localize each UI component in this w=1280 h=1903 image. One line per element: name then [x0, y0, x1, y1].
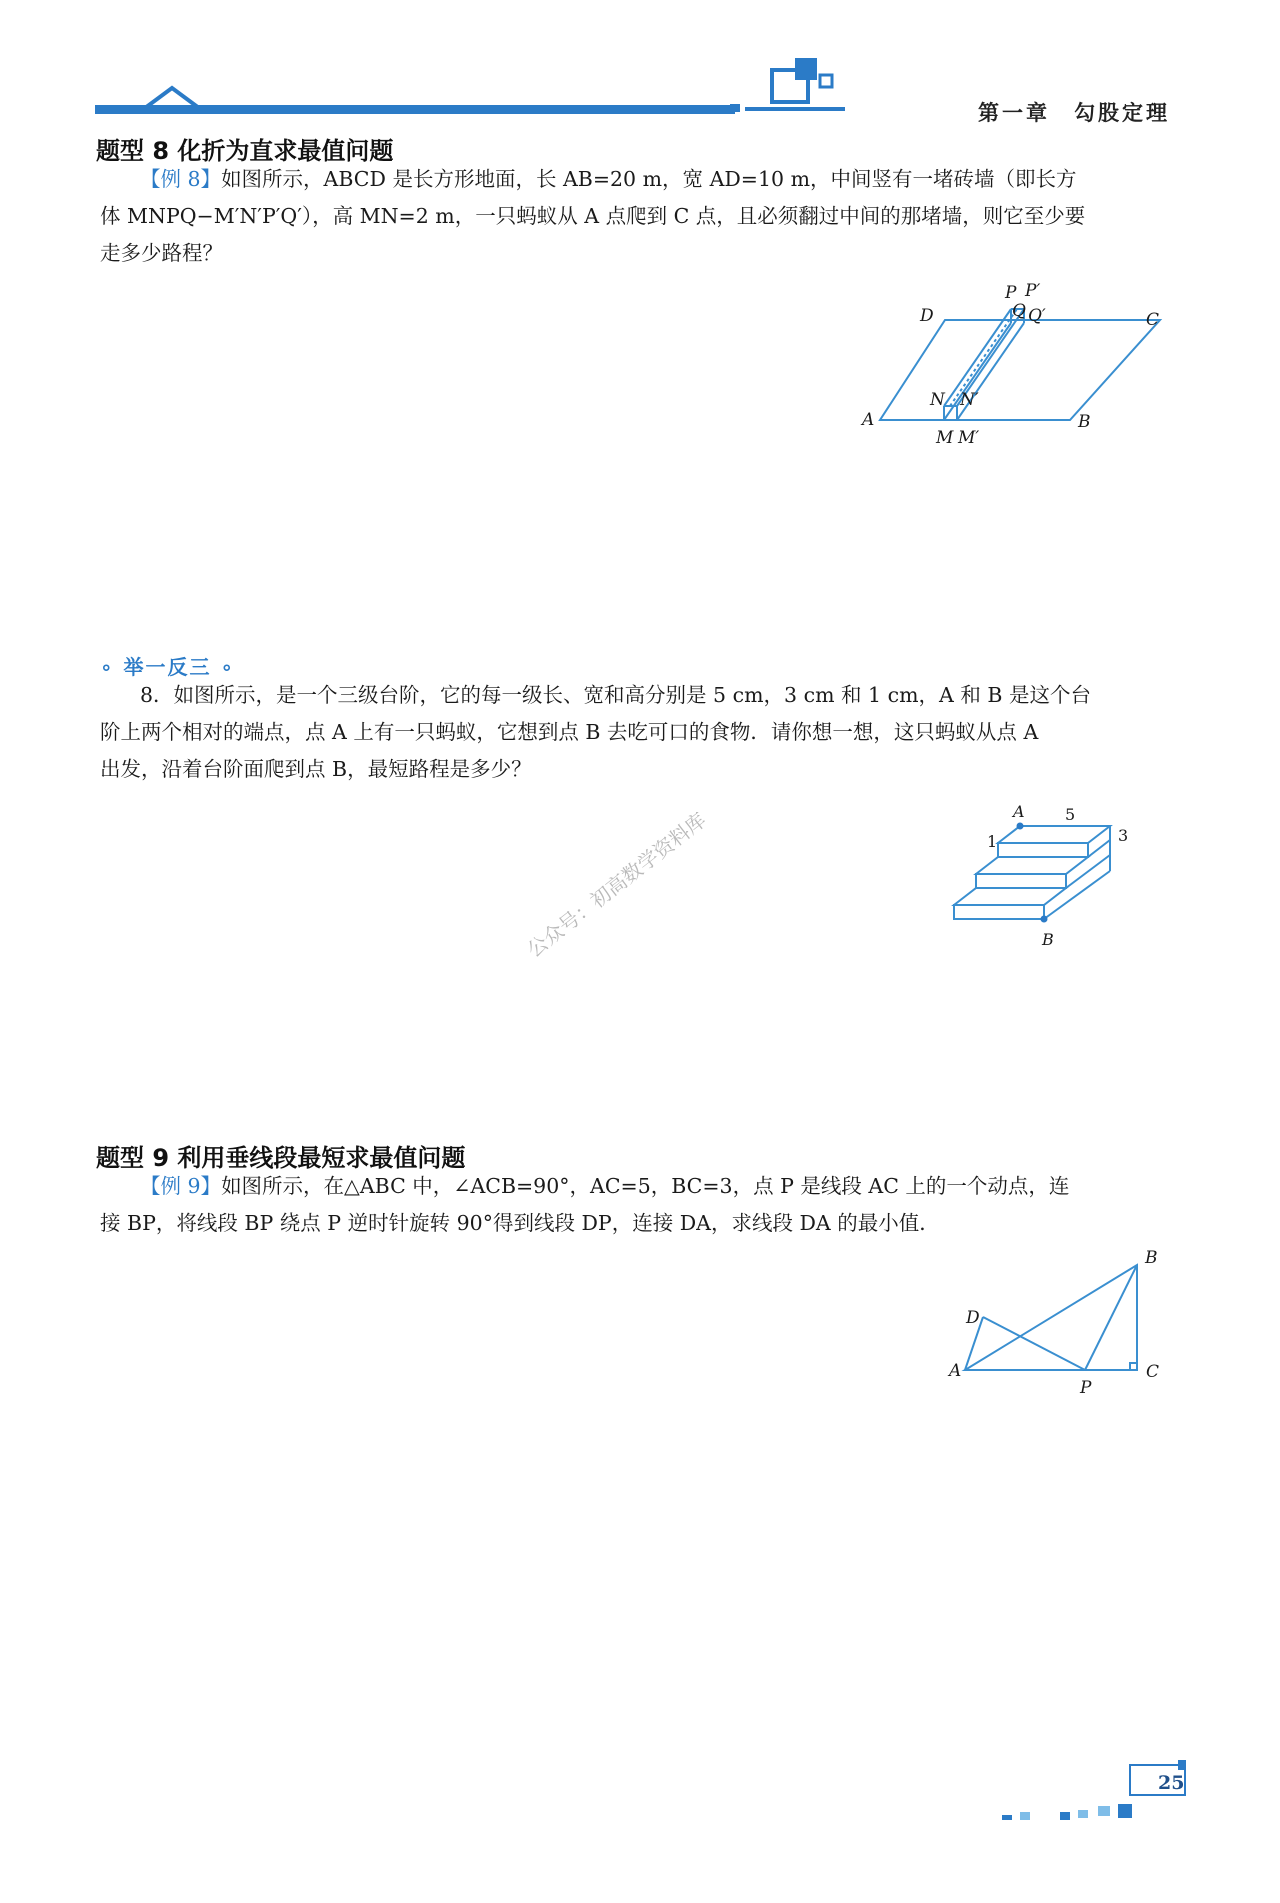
section8-heading: 题型 8 化折为直求最值问题 — [96, 137, 394, 165]
section9-heading: 题型 9 利用垂线段最短求最值问题 — [96, 1144, 466, 1172]
example8-line2: 体 MNPQ−M′N′P′Q′），高 MN=2 m，一只蚂蚁从 A 点爬到 C 点，且必须翻过中间的那堵墙，则它至少要 — [100, 204, 1086, 228]
practice8-line3: 出发，沿着台阶面爬到点 B，最短路程是多少？ — [100, 757, 532, 781]
stairs-label-5: 5 — [1065, 805, 1076, 824]
practice-badge-text: 举一反三 — [123, 655, 212, 679]
example9-text: 如图所示，在△ABC 中，∠ACB=90°，AC=5，BC=3，点 P 是线段 AC 上的一个动点，连 — [221, 1174, 1070, 1198]
example8-text: 如图所示，ABCD 是长方形地面，长 AB=20 m，宽 AD=10 m，中间竖有一堵砖墙（即长方 — [221, 167, 1077, 191]
dot-right-icon: ∘ — [211, 655, 235, 679]
tri-label-D: D — [966, 1308, 980, 1328]
label-C: C — [1146, 310, 1160, 330]
tri-label-A: A — [949, 1361, 962, 1381]
practice8-line1: 8．如图所示，是一个三级台阶，它的每一级长、宽和高分别是 5 cm，3 cm 和 1 cm，A 和 B 是这个台 — [140, 683, 1091, 707]
label-M-prime: M′ — [958, 428, 980, 448]
label-A: A — [862, 410, 875, 430]
tri-label-C: C — [1146, 1362, 1160, 1382]
label-M: M — [936, 428, 954, 448]
label-P-prime: P′ — [1025, 281, 1041, 301]
figure-wall-diagram — [850, 275, 1180, 450]
label-N-prime: N′ — [960, 390, 979, 410]
example8-tag: 【例 8】 — [140, 167, 222, 191]
example9-line1 — [140, 1168, 1069, 1205]
label-Q: Q — [1012, 301, 1026, 321]
stairs-label-1: 1 — [987, 832, 998, 851]
example8-line3: 走多少路程？ — [100, 241, 223, 265]
stairs-label-B: B — [1042, 930, 1054, 949]
footer-decoration — [990, 1740, 1250, 1820]
label-N: N — [930, 390, 945, 410]
label-Q-prime: Q′ — [1028, 306, 1046, 326]
practice-badge — [100, 651, 235, 680]
chapter-title: 第一章 勾股定理 — [978, 100, 1170, 125]
label-P: P — [1005, 283, 1017, 303]
example9-line2: 接 BP，将线段 BP 绕点 P 逆时针旋转 90°得到线段 DP，连接 DA，求线段 DA 的最小值． — [100, 1211, 940, 1235]
example9-tag: 【例 9】 — [140, 1174, 222, 1198]
stairs-label-3: 3 — [1118, 826, 1129, 845]
watermark: 公众号：初高数学资料库 — [522, 807, 711, 963]
practice8-line2: 阶上两个相对的端点，点 A 上有一只蚂蚁，它想到点 B 去吃可口的食物．请你想一想，这只蚂蚁从点 A — [100, 720, 1039, 744]
page-number: 25 — [1158, 1772, 1185, 1794]
stairs-label-A: A — [1013, 802, 1025, 821]
example8-line1 — [140, 161, 1077, 198]
label-B: B — [1078, 412, 1091, 432]
label-D: D — [920, 306, 934, 326]
dot-left-icon: ∘ — [100, 655, 124, 679]
figure-stairs — [940, 795, 1170, 955]
figure-triangle — [930, 1245, 1180, 1395]
tri-label-B: B — [1145, 1248, 1158, 1268]
tri-label-P: P — [1080, 1378, 1092, 1395]
